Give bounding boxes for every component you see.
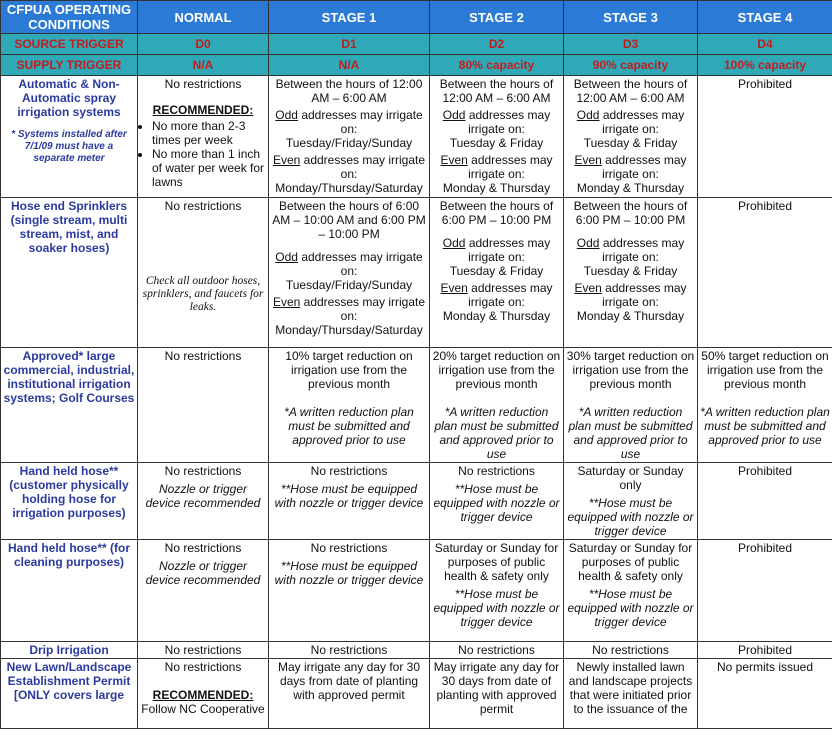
header-stage-4: STAGE 4 (698, 1, 832, 34)
drip-stage-1-cell: No restrictions (269, 642, 430, 659)
supply-trigger-stage-1: N/A (269, 55, 430, 76)
hand-irrig-stage-4-cell: Prohibited (698, 463, 832, 540)
spray-stage-3-cell: Between the hours of 12:00 AM – 6:00 AM Odd addresses may irrigate on: Tuesday & Friday Even addresses may irrigate on: Monday & Thursday (564, 76, 698, 198)
drip-stage-2-cell: No restrictions (430, 642, 564, 659)
supply-trigger-stage-4: 100% capacity (698, 55, 832, 76)
large-normal-cell: No restrictions (138, 348, 269, 463)
hand-hose-irrigation-row (1, 463, 832, 540)
drip-stage-3-cell: No restrictions (564, 642, 698, 659)
hand-irrig-stage-2-cell: No restrictions **Hose must be equipped with nozzle or trigger device (430, 463, 564, 540)
lawn-stage-1-cell: May irrigate any day for 30 days from date of planting with approved permit (269, 659, 430, 729)
spray-meter-note: * Systems installed after 7/1/09 must have a separate meter (11, 129, 127, 164)
list-item: • No more than 1 inch of water per week for lawns (152, 147, 266, 189)
hose-end-stage-4-cell: Prohibited (698, 198, 832, 348)
large-systems-label: Approved* large commercial, industrial, institutional irrigation systems; Golf Courses (1, 348, 138, 463)
source-trigger-label: SOURCE TRIGGER (1, 34, 138, 55)
large-stage-3-cell: 30% target reduction on irrigation use from the previous month *A written reduction plan must be submitted and approved prior to use (564, 348, 698, 463)
large-stage-1-cell: 10% target reduction on irrigation use from the previous month *A written reduction plan must be submitted and approved prior to use (269, 348, 430, 463)
spray-recommendation-list (140, 119, 266, 189)
header-stage-1: STAGE 1 (269, 1, 430, 34)
lawn-stage-3-cell: Newly installed lawn and landscape projects that were initiated prior to the issuance of the (564, 659, 698, 729)
header-row (1, 1, 832, 34)
list-item: • No more than 2-3 times per week (152, 119, 266, 147)
hand-hose-irrigation-label: Hand held hose** (customer physically holding hose for irrigation purposes) (1, 463, 138, 540)
hose-end-row (1, 198, 832, 348)
hand-clean-stage-2-cell: Saturday or Sunday for purposes of public health & safety only **Hose must be equipped with nozzle or trigger device (430, 540, 564, 642)
drip-stage-4-cell: Prohibited (698, 642, 832, 659)
lawn-stage-2-cell: May irrigate any day for 30 days from date of planting with approved permit (430, 659, 564, 729)
large-systems-row (1, 348, 832, 463)
hand-irrig-stage-3-cell: Saturday or Sunday only **Hose must be equipped with nozzle or trigger device (564, 463, 698, 540)
hand-clean-stage-4-cell: Prohibited (698, 540, 832, 642)
source-trigger-stage-1: D1 (269, 34, 430, 55)
source-trigger-row (1, 34, 832, 55)
hose-end-normal-cell: No restrictions Check all outdoor hoses, sprinklers, and faucets for leaks. (138, 198, 269, 348)
supply-trigger-row (1, 55, 832, 76)
hand-hose-cleaning-row (1, 540, 832, 642)
source-trigger-stage-2: D2 (430, 34, 564, 55)
lawn-permit-row (1, 659, 832, 729)
hand-irrig-normal-cell: No restrictions Nozzle or trigger device recommended (138, 463, 269, 540)
hose-end-stage-2-cell: Between the hours of 6:00 PM – 10:00 PM Odd addresses may irrigate on: Tuesday & Friday Even addresses may irrigate on: Monday & Thursday (430, 198, 564, 348)
source-trigger-stage-3: D3 (564, 34, 698, 55)
drip-normal-cell: No restrictions (138, 642, 269, 659)
hand-clean-normal-cell: No restrictions Nozzle or trigger device recommended (138, 540, 269, 642)
hose-end-label: Hose end Sprinklers (single stream, multi stream, mist, and soaker hoses) (1, 198, 138, 348)
lawn-permit-label: New Lawn/Landscape Establishment Permit [ONLY covers large (1, 659, 138, 729)
header-stage-3: STAGE 3 (564, 1, 698, 34)
header-normal: NORMAL (138, 1, 269, 34)
source-trigger-normal: D0 (138, 34, 269, 55)
spray-stage-1-cell: Between the hours of 12:00 AM – 6:00 AM Odd addresses may irrigate on: Tuesday/Friday/Sunday Even addresses may irrigate on: Monday/Thursday/Saturday (269, 76, 430, 198)
hose-end-stage-3-cell: Between the hours of 6:00 PM – 10:00 PM Odd addresses may irrigate on: Tuesday & Friday Even addresses may irrigate on: Monday & Thursday (564, 198, 698, 348)
source-trigger-stage-4: D4 (698, 34, 832, 55)
supply-trigger-stage-3: 90% capacity (564, 55, 698, 76)
lawn-stage-4-cell: No permits issued (698, 659, 832, 729)
leak-check-note: Check all outdoor hoses, sprinklers, and faucets for leaks. (142, 275, 264, 313)
header-operating-conditions: CFPUA OPERATING CONDITIONS (1, 1, 138, 34)
spray-stage-2-cell: Between the hours of 12:00 AM – 6:00 AM Odd addresses may irrigate on: Tuesday & Friday Even addresses may irrigate on: Monday & Thursday (430, 76, 564, 198)
supply-trigger-stage-2: 80% capacity (430, 55, 564, 76)
spray-stage-4-cell: Prohibited (698, 76, 832, 198)
supply-trigger-label: SUPPLY TRIGGER (1, 55, 138, 76)
hand-clean-stage-1-cell: No restrictions **Hose must be equipped with nozzle or trigger device (269, 540, 430, 642)
large-stage-2-cell: 20% target reduction on irrigation use from the previous month *A written reduction plan must be submitted and approved prior to use (430, 348, 564, 463)
lawn-normal-cell: No restrictions RECOMMENDED: Follow NC Cooperative (138, 659, 269, 729)
hand-irrig-stage-1-cell: No restrictions **Hose must be equipped with nozzle or trigger device (269, 463, 430, 540)
supply-trigger-normal: N/A (138, 55, 269, 76)
spray-irrigation-label: Automatic & Non-Automatic spray irrigation systems * Systems installed after 7/1/09 must have a separate meter (1, 76, 138, 198)
hose-end-stage-1-cell: Between the hours of 6:00 AM – 10:00 AM and 6:00 PM – 10:00 PM Odd addresses may irrigate on: Tuesday/Friday/Sunday Even addresses may irrigate on: Monday/Thursday/Saturday (269, 198, 430, 348)
spray-normal-cell: No restrictions RECOMMENDED: • No more than 2-3 times per week • No more than 1 inch of water per week for lawns (138, 76, 269, 198)
large-stage-4-cell: 50% target reduction on irrigation use from the previous month *A written reduction plan must be submitted and approved prior to use (698, 348, 832, 463)
hand-hose-cleaning-label: Hand held hose** (for cleaning purposes) (1, 540, 138, 642)
spray-irrigation-row (1, 76, 832, 198)
drip-irrigation-row (1, 642, 832, 659)
header-stage-2: STAGE 2 (430, 1, 564, 34)
drip-irrigation-label: Drip Irrigation (1, 642, 138, 659)
hand-clean-stage-3-cell: Saturday or Sunday for purposes of public health & safety only **Hose must be equipped with nozzle or trigger device (564, 540, 698, 642)
